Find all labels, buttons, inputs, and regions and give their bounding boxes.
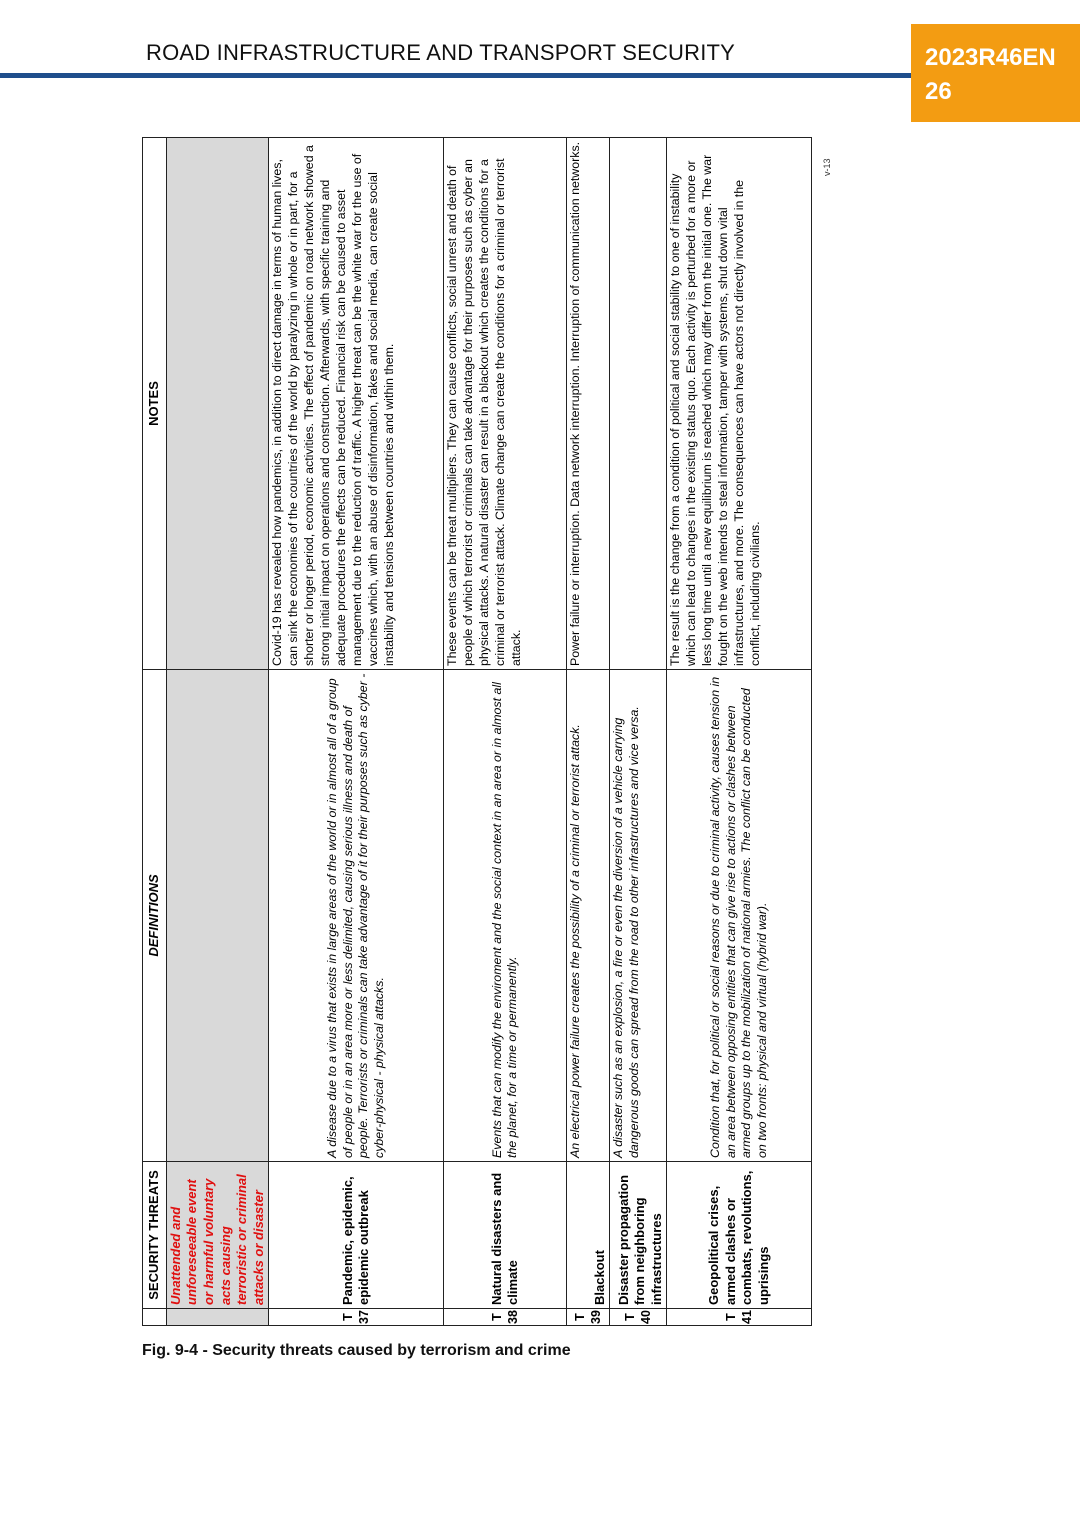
document-code: 2023R46EN — [925, 44, 1056, 71]
row-definition: A disease due to a virus that exists in large areas of the world or in almost all of a group of people or in an area more or less delimited, causing serious illness and death of people. Terrorists or criminals can take advantage of it for their purposes such as cyber - cyber-physical - physical attacks. — [269, 670, 444, 1162]
row-definition: Condition that, for political or social reasons or due to criminal activity, causes tension in an area between opposing entities that can give rise to actions or clashes between armed groups up to the mobilization of national armies. The conflict can be conducted on two fronts: physical and virtual (hybrid war). — [667, 670, 812, 1162]
column-header-notes: NOTES — [143, 138, 167, 670]
version-label: v-13 — [822, 158, 832, 176]
column-header-threats: SECURITY THREATS — [143, 1162, 167, 1309]
document-title: ROAD INFRASTRUCTURE AND TRANSPORT SECURITY — [146, 40, 736, 65]
table-row — [667, 138, 812, 1326]
table-header-row — [143, 138, 167, 1326]
row-notes: These events can be threat multipliers. They can cause conflicts, social unrest and death of people of which terrorist or criminals can take advantage for their purposes such as cyber an physical attacks. A natural disaster can result in a blackout which creates the conditions for a criminal or terrorist attack. Climate change can create the conditions for a criminal or terrorist attack. — [444, 138, 567, 670]
threats-table-rotated — [142, 141, 818, 1326]
row-notes: Power failure or interruption. Data network interruption. Interruption of communication networks. — [567, 138, 610, 670]
row-threat: Pandemic, epidemic, epidemic outbreak — [269, 1162, 444, 1309]
table-row — [567, 138, 610, 1326]
row-id: T 41 — [667, 1309, 812, 1326]
row-threat: Natural disasters and climate — [444, 1162, 567, 1309]
row-definition: A disaster such as an explosion, a fire or even the diversion of a vehicle carrying dangerous goods can spread from the road to other infrastructures and vice versa. — [610, 670, 667, 1162]
row-id: T 37 — [269, 1309, 444, 1326]
category-notes-cell — [166, 138, 269, 670]
row-id: T 38 — [444, 1309, 567, 1326]
table-row — [269, 138, 444, 1326]
category-id-cell — [166, 1309, 269, 1326]
table-row — [610, 138, 667, 1326]
row-notes — [610, 138, 667, 670]
category-label: Unattended and unforeseeable event or harmful voluntary acts causing terroristic or criminal attacks or disaster — [166, 1162, 269, 1309]
row-id: T 39 — [567, 1309, 610, 1326]
category-row — [166, 138, 269, 1326]
row-notes: Covid-19 has revealed how pandemics, in addition to direct damage in terms of human lives, can sink the economies of the countries of the world by paralyzing in whole or in part, for a shorter or longer period, economic activities. The effect of pandemic on road network showed a strong initial impact on operations and construction. Afterwards, with specific training and adequate procedures the effects can be reduced. Financial risk can be caused to asset management due to the reduction of traffic. A higher threat can be the white war for the use of vaccines which, with an abuse of disinformation, fakes and social media, can create social instability and tensions between countries and within them. — [269, 138, 444, 670]
row-definition: An electrical power failure creates the possibility of a criminal or terrorist attack. — [567, 670, 610, 1162]
figure-caption: Fig. 9-4 - Security threats caused by terrorism and crime — [142, 1342, 571, 1359]
table-row — [444, 138, 567, 1326]
row-definition: Events that can modify the enviroment and the social context in an area or in almost all the planet, for a time or permanently. — [444, 670, 567, 1162]
row-notes: The result is the change from a condition of political and social stability to one of instability which can lead to changes in the existing status quo. Each activity is perturbed for a more or less long time until a new equilibrium is reached which may differ from the initial one. The war fought on the web intends to steal information, tamper with systems, shut down vital infrastructures, and more. The consequences can have actors not directly involved in the conflict, including civilians. — [667, 138, 812, 670]
page-number: 26 — [925, 78, 952, 105]
row-threat: Blackout — [567, 1162, 610, 1309]
row-threat: Disaster propagation from neighboring infrastructures — [610, 1162, 667, 1309]
row-threat: Geopolitical crises, armed clashes or combats, revolutions, uprisings — [667, 1162, 812, 1309]
header-rule — [0, 73, 912, 78]
header-badge — [911, 24, 1080, 122]
id-header — [143, 1309, 167, 1326]
category-def-cell — [166, 670, 269, 1162]
threats-table — [142, 137, 812, 1326]
row-id: T 40 — [610, 1309, 667, 1326]
column-header-definitions: DEFINITIONS — [143, 670, 167, 1162]
